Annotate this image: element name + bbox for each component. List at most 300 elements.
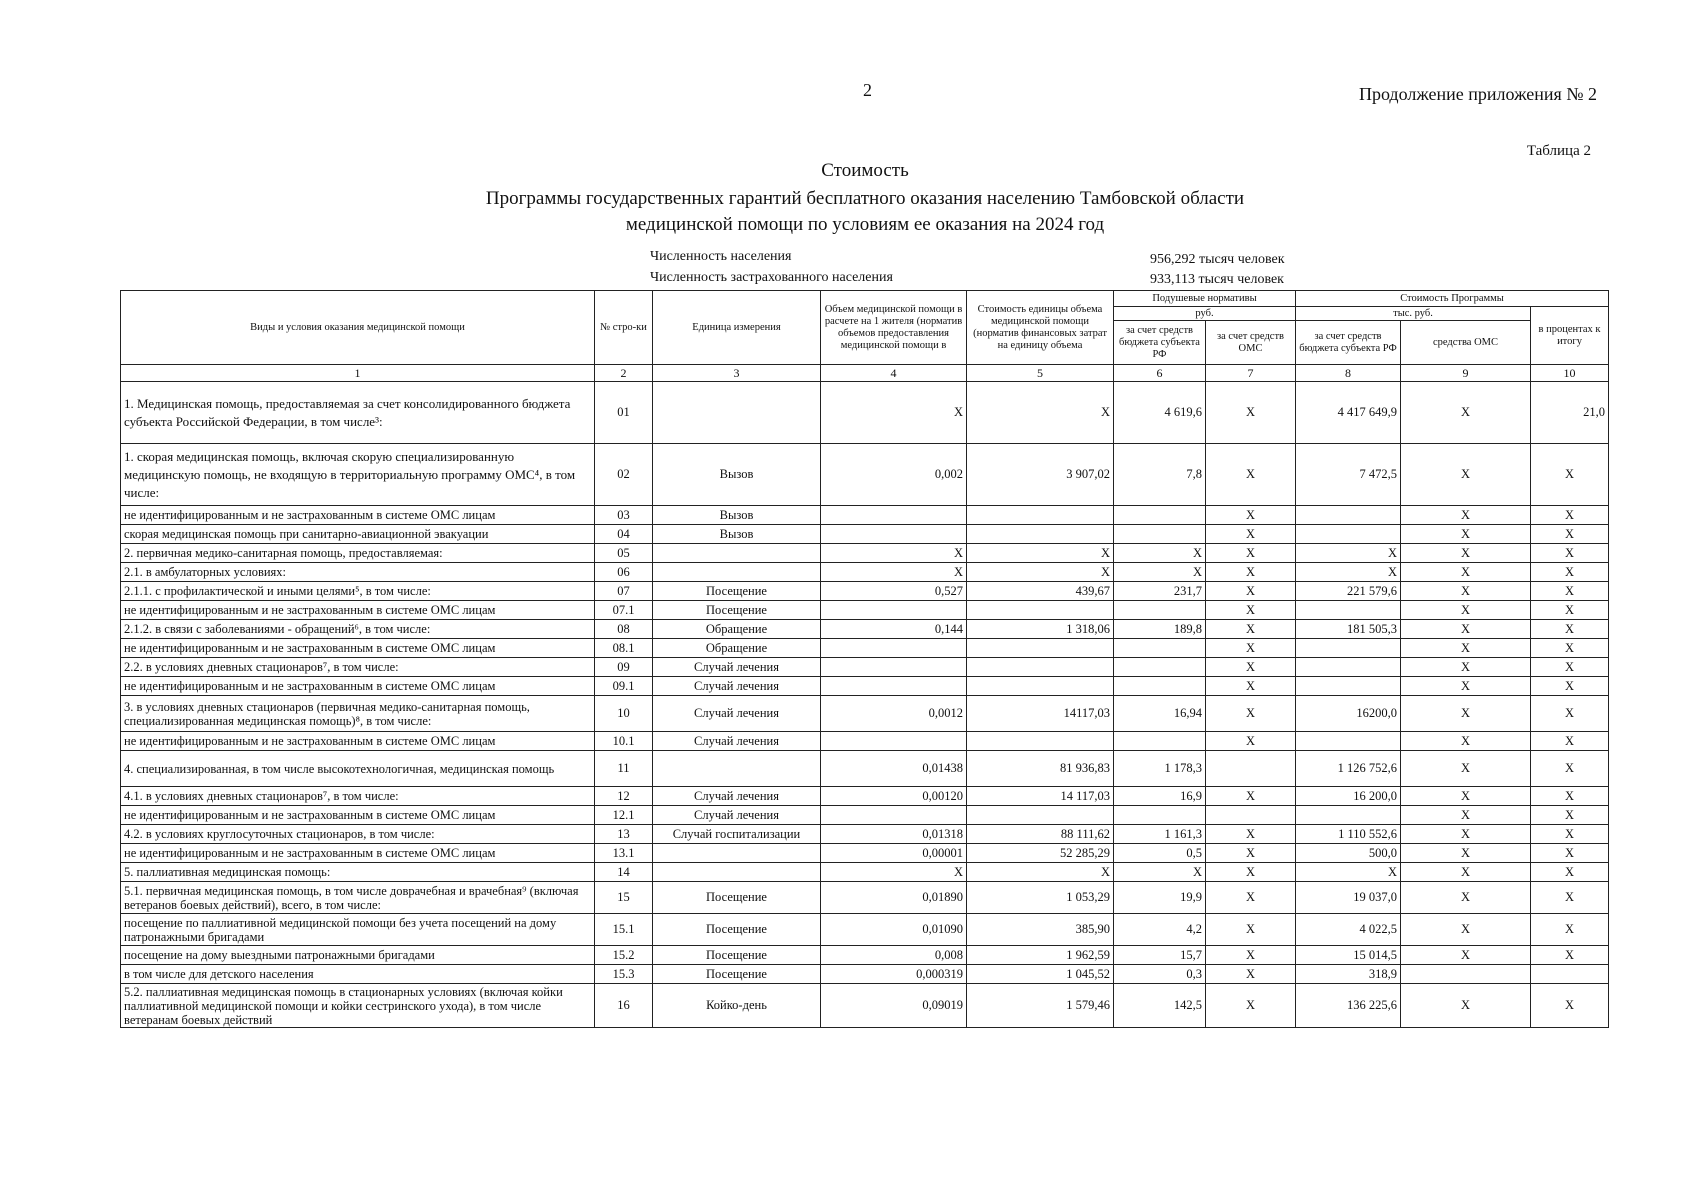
cell-type: 5.2. паллиативная медицинская помощь в стационарных условиях (включая койки паллиативной медицинской помощи и койки сестринского ухода), в том числе ветеранам боевых действий (121, 984, 595, 1028)
cell-type: не идентифицированным и не застрахованным в системе ОМС лицам (121, 601, 595, 620)
cell-volume (821, 806, 967, 825)
cell-cost-unit: Х (967, 563, 1114, 582)
cell-percent: Х (1531, 787, 1609, 806)
cell-percent: Х (1531, 946, 1609, 965)
table-row (121, 984, 1609, 1028)
cell-pc-budget: 1 161,3 (1114, 825, 1206, 844)
cell-type: 4.2. в условиях круглосуточных стационаров, в том числе: (121, 825, 595, 844)
cell-prog-budget (1296, 525, 1401, 544)
cell-pc-oms: Х (1206, 696, 1296, 732)
cell-pc-oms: Х (1206, 506, 1296, 525)
cell-cost-unit: 3 907,02 (967, 444, 1114, 506)
cell-type: 2.2. в условиях дневных стационаров⁷, в том числе: (121, 658, 595, 677)
cell-row-no: 01 (595, 382, 653, 444)
cell-unit: Вызов (653, 444, 821, 506)
cell-cost-unit: 14 117,03 (967, 787, 1114, 806)
cell-volume (821, 639, 967, 658)
cell-prog-oms: Х (1401, 914, 1531, 946)
cell-row-no: 13.1 (595, 844, 653, 863)
cell-prog-oms: Х (1401, 984, 1531, 1028)
cell-percent: Х (1531, 601, 1609, 620)
column-numbers-row (121, 365, 1609, 382)
cell-type: не идентифицированным и не застрахованным в системе ОМС лицам (121, 806, 595, 825)
cell-row-no: 15 (595, 882, 653, 914)
cell-prog-budget (1296, 506, 1401, 525)
header-percent: в процентах к итогу (1531, 307, 1609, 365)
title-line-2: Программы государственных гарантий бесплатного оказания населению Тамбовской области (485, 188, 1245, 209)
cell-prog-oms: Х (1401, 382, 1531, 444)
table-row (121, 825, 1609, 844)
cell-pc-oms: Х (1206, 863, 1296, 882)
cell-type: посещение на дому выездными патронажными бригадами (121, 946, 595, 965)
cell-percent: Х (1531, 751, 1609, 787)
cell-prog-oms: Х (1401, 863, 1531, 882)
cell-prog-oms: Х (1401, 444, 1531, 506)
cell-prog-budget (1296, 677, 1401, 696)
cell-volume: 0,01090 (821, 914, 967, 946)
table-row (121, 382, 1609, 444)
cell-prog-budget: 136 225,6 (1296, 984, 1401, 1028)
cell-type: 2.1. в амбулаторных условиях: (121, 563, 595, 582)
cell-pc-budget: Х (1114, 863, 1206, 882)
header-thous-rub: тыс. руб. (1296, 307, 1531, 321)
cell-pc-budget: 0,5 (1114, 844, 1206, 863)
col-number: 6 (1114, 365, 1206, 382)
col-number: 8 (1296, 365, 1401, 382)
cell-row-no: 10.1 (595, 732, 653, 751)
title-line-3: медицинской помощи по условиям ее оказания на 2024 год (625, 214, 1105, 235)
cell-unit: Посещение (653, 601, 821, 620)
col-number: 1 (121, 365, 595, 382)
cell-prog-budget (1296, 732, 1401, 751)
cell-unit (653, 563, 821, 582)
cell-prog-oms: Х (1401, 544, 1531, 563)
cell-percent: Х (1531, 863, 1609, 882)
cell-volume: Х (821, 382, 967, 444)
cell-pc-oms (1206, 806, 1296, 825)
table-row (121, 844, 1609, 863)
cell-pc-budget (1114, 806, 1206, 825)
cell-volume: Х (821, 863, 967, 882)
cell-cost-unit (967, 525, 1114, 544)
cell-cost-unit (967, 677, 1114, 696)
cell-cost-unit: 1 318,06 (967, 620, 1114, 639)
col-number: 9 (1401, 365, 1531, 382)
cell-prog-budget (1296, 658, 1401, 677)
col-number: 10 (1531, 365, 1609, 382)
cell-type: 2. первичная медико-санитарная помощь, предоставляемая: (121, 544, 595, 563)
table-row (121, 677, 1609, 696)
header-prog-oms: средства ОМС (1401, 321, 1531, 365)
table-row (121, 582, 1609, 601)
cell-pc-oms: Х (1206, 525, 1296, 544)
cell-prog-budget: Х (1296, 563, 1401, 582)
cell-unit: Вызов (653, 525, 821, 544)
table-row (121, 965, 1609, 984)
cell-prog-budget: 1 110 552,6 (1296, 825, 1401, 844)
cell-unit (653, 382, 821, 444)
table-row (121, 639, 1609, 658)
cell-pc-oms: Х (1206, 382, 1296, 444)
cell-prog-budget: 16 200,0 (1296, 787, 1401, 806)
cell-prog-oms: Х (1401, 825, 1531, 844)
header-program-cost: Стоимость Программы (1296, 291, 1609, 307)
cell-prog-oms: Х (1401, 525, 1531, 544)
header-volume: Объем медицинской помощи в расчете на 1 жителя (норматив объемов предоставления медицинской помощи в (821, 291, 967, 365)
cell-unit: Случай лечения (653, 732, 821, 751)
cell-pc-budget: Х (1114, 563, 1206, 582)
table-row (121, 525, 1609, 544)
col-number: 2 (595, 365, 653, 382)
cell-row-no: 09.1 (595, 677, 653, 696)
cell-pc-budget: 142,5 (1114, 984, 1206, 1028)
cell-cost-unit: 385,90 (967, 914, 1114, 946)
cell-prog-oms: Х (1401, 620, 1531, 639)
cell-row-no: 04 (595, 525, 653, 544)
cell-volume: 0,0012 (821, 696, 967, 732)
population-value: 956,292 тысяч человек (1150, 252, 1285, 267)
cell-prog-budget: Х (1296, 863, 1401, 882)
cell-cost-unit (967, 658, 1114, 677)
cell-prog-budget: 16200,0 (1296, 696, 1401, 732)
cell-percent: Х (1531, 914, 1609, 946)
cell-pc-oms: Х (1206, 732, 1296, 751)
table-number: Таблица 2 (1526, 143, 1591, 159)
cell-row-no: 12.1 (595, 806, 653, 825)
cell-prog-budget: 19 037,0 (1296, 882, 1401, 914)
cell-cost-unit: 81 936,83 (967, 751, 1114, 787)
cell-volume: 0,008 (821, 946, 967, 965)
table-row (121, 563, 1609, 582)
cell-row-no: 08 (595, 620, 653, 639)
cell-row-no: 05 (595, 544, 653, 563)
cell-row-no: 09 (595, 658, 653, 677)
table-row (121, 620, 1609, 639)
cell-type: 3. в условиях дневных стационаров (первичная медико-санитарная помощь, специализированная медицинская помощь)⁸, в том числе: (121, 696, 595, 732)
cell-volume (821, 677, 967, 696)
table-row (121, 751, 1609, 787)
cell-unit (653, 751, 821, 787)
cell-cost-unit: 1 962,59 (967, 946, 1114, 965)
cell-pc-budget: 16,9 (1114, 787, 1206, 806)
col-number: 5 (967, 365, 1114, 382)
cell-type: 2.1.1. с профилактической и иными целями⁵, в том числе: (121, 582, 595, 601)
cell-percent: Х (1531, 620, 1609, 639)
cell-pc-budget: 7,8 (1114, 444, 1206, 506)
cell-prog-budget (1296, 806, 1401, 825)
cell-volume: 0,01438 (821, 751, 967, 787)
cell-prog-oms: Х (1401, 506, 1531, 525)
cell-row-no: 07 (595, 582, 653, 601)
cell-pc-budget: 231,7 (1114, 582, 1206, 601)
table-row (121, 732, 1609, 751)
cell-prog-budget: 500,0 (1296, 844, 1401, 863)
cell-row-no: 08.1 (595, 639, 653, 658)
cell-unit: Посещение (653, 914, 821, 946)
cell-percent: Х (1531, 806, 1609, 825)
cell-volume (821, 506, 967, 525)
cell-pc-oms: Х (1206, 677, 1296, 696)
cell-pc-budget (1114, 525, 1206, 544)
header-pc-budget: за счет средств бюджета субъекта РФ (1114, 321, 1206, 365)
cell-pc-oms: Х (1206, 984, 1296, 1028)
cell-row-no: 07.1 (595, 601, 653, 620)
cell-pc-budget (1114, 506, 1206, 525)
cell-unit: Посещение (653, 882, 821, 914)
cell-row-no: 13 (595, 825, 653, 844)
cell-pc-budget: Х (1114, 544, 1206, 563)
cell-prog-oms (1401, 965, 1531, 984)
cell-prog-budget: 181 505,3 (1296, 620, 1401, 639)
header-per-capita: Подушевые нормативы (1114, 291, 1296, 307)
cell-volume (821, 525, 967, 544)
cell-percent: Х (1531, 544, 1609, 563)
cell-cost-unit (967, 506, 1114, 525)
cell-percent: 21,0 (1531, 382, 1609, 444)
cell-volume: Х (821, 544, 967, 563)
cell-prog-oms: Х (1401, 639, 1531, 658)
table-row (121, 544, 1609, 563)
cell-type: 2.1.2. в связи с заболеваниями - обращений⁶, в том числе: (121, 620, 595, 639)
cell-prog-oms: Х (1401, 806, 1531, 825)
cell-percent: Х (1531, 639, 1609, 658)
cell-unit: Случай лечения (653, 696, 821, 732)
cell-unit: Случай лечения (653, 806, 821, 825)
cell-cost-unit: Х (967, 863, 1114, 882)
cell-volume: Х (821, 563, 967, 582)
cell-percent: Х (1531, 506, 1609, 525)
cell-pc-oms (1206, 751, 1296, 787)
cell-unit: Вызов (653, 506, 821, 525)
cell-row-no: 11 (595, 751, 653, 787)
cell-prog-budget: 4 417 649,9 (1296, 382, 1401, 444)
table-row (121, 696, 1609, 732)
cell-percent (1531, 965, 1609, 984)
cell-prog-budget: 15 014,5 (1296, 946, 1401, 965)
cell-cost-unit (967, 601, 1114, 620)
cell-type: 4.1. в условиях дневных стационаров⁷, в том числе: (121, 787, 595, 806)
cell-volume (821, 601, 967, 620)
header-cost-unit: Стоимость единицы объема медицинской помощи (норматив финансовых затрат на единицу объема (967, 291, 1114, 365)
cell-volume (821, 658, 967, 677)
cell-prog-budget: 4 022,5 (1296, 914, 1401, 946)
cell-pc-budget: 19,9 (1114, 882, 1206, 914)
cell-cost-unit: 52 285,29 (967, 844, 1114, 863)
cell-pc-oms: Х (1206, 825, 1296, 844)
header-pc-oms: за счет средств ОМС (1206, 321, 1296, 365)
cell-type: не идентифицированным и не застрахованным в системе ОМС лицам (121, 844, 595, 863)
cell-pc-budget (1114, 677, 1206, 696)
cell-volume: 0,002 (821, 444, 967, 506)
cell-prog-budget: Х (1296, 544, 1401, 563)
cell-pc-budget: 4,2 (1114, 914, 1206, 946)
cell-row-no: 10 (595, 696, 653, 732)
cell-pc-budget (1114, 732, 1206, 751)
cell-prog-oms: Х (1401, 601, 1531, 620)
insured-population-value: 933,113 тысяч человек (1150, 272, 1284, 287)
cell-row-no: 06 (595, 563, 653, 582)
cell-percent: Х (1531, 658, 1609, 677)
cell-unit (653, 544, 821, 563)
cell-percent: Х (1531, 677, 1609, 696)
table-row (121, 506, 1609, 525)
cell-unit: Случай лечения (653, 787, 821, 806)
cell-percent: Х (1531, 844, 1609, 863)
cell-cost-unit: Х (967, 544, 1114, 563)
header-rub: руб. (1114, 307, 1296, 321)
table-row (121, 863, 1609, 882)
cell-prog-budget (1296, 601, 1401, 620)
cell-pc-budget: 0,3 (1114, 965, 1206, 984)
cell-unit: Посещение (653, 582, 821, 601)
cell-prog-oms: Х (1401, 844, 1531, 863)
cell-volume: 0,527 (821, 582, 967, 601)
cell-pc-oms: Х (1206, 844, 1296, 863)
cell-pc-oms: Х (1206, 965, 1296, 984)
cell-prog-oms: Х (1401, 732, 1531, 751)
cell-prog-budget: 7 472,5 (1296, 444, 1401, 506)
cell-unit (653, 844, 821, 863)
cell-pc-oms: Х (1206, 544, 1296, 563)
cell-cost-unit: 439,67 (967, 582, 1114, 601)
cell-percent: Х (1531, 525, 1609, 544)
cell-volume: 0,09019 (821, 984, 967, 1028)
population-label: Численность населения (650, 249, 792, 264)
cell-volume: 0,01890 (821, 882, 967, 914)
cell-pc-oms: Х (1206, 620, 1296, 639)
cell-pc-oms: Х (1206, 882, 1296, 914)
cell-cost-unit: 1 045,52 (967, 965, 1114, 984)
cell-row-no: 03 (595, 506, 653, 525)
cell-prog-oms: Х (1401, 751, 1531, 787)
cell-type: 5. паллиативная медицинская помощь: (121, 863, 595, 882)
cell-prog-oms: Х (1401, 563, 1531, 582)
col-number: 4 (821, 365, 967, 382)
cell-pc-oms: Х (1206, 563, 1296, 582)
cell-percent: Х (1531, 444, 1609, 506)
cell-type: скорая медицинская помощь при санитарно-авиационной эвакуации (121, 525, 595, 544)
cell-pc-budget: 15,7 (1114, 946, 1206, 965)
cell-unit: Случай госпитализации (653, 825, 821, 844)
cell-pc-oms: Х (1206, 946, 1296, 965)
cell-pc-oms: Х (1206, 658, 1296, 677)
table-row (121, 444, 1609, 506)
header-row-no: № стро-ки (595, 291, 653, 365)
cell-type: не идентифицированным и не застрахованным в системе ОМС лицам (121, 639, 595, 658)
cell-type: 1. Медицинская помощь, предоставляемая за счет консолидированного бюджета субъекта Российской Федерации, в том числе³: (121, 382, 595, 444)
cell-row-no: 14 (595, 863, 653, 882)
cell-type: не идентифицированным и не застрахованным в системе ОМС лицам (121, 677, 595, 696)
cell-cost-unit: Х (967, 382, 1114, 444)
col-number: 3 (653, 365, 821, 382)
cell-pc-oms: Х (1206, 787, 1296, 806)
cell-volume: 0,144 (821, 620, 967, 639)
cell-percent: Х (1531, 732, 1609, 751)
cell-unit: Койко-день (653, 984, 821, 1028)
cell-percent: Х (1531, 563, 1609, 582)
header-prog-budget: за счет средств бюджета субъекта РФ (1296, 321, 1401, 365)
page-number: 2 (863, 80, 872, 100)
table-row (121, 806, 1609, 825)
cell-cost-unit (967, 639, 1114, 658)
cell-cost-unit: 1 579,46 (967, 984, 1114, 1028)
cell-row-no: 16 (595, 984, 653, 1028)
cell-unit: Обращение (653, 639, 821, 658)
cell-volume: 0,01318 (821, 825, 967, 844)
cell-prog-oms: Х (1401, 696, 1531, 732)
cell-prog-budget: 1 126 752,6 (1296, 751, 1401, 787)
cell-pc-oms: Х (1206, 601, 1296, 620)
cell-pc-oms: Х (1206, 914, 1296, 946)
table-row (121, 946, 1609, 965)
title-line-1: Стоимость (821, 160, 909, 181)
cell-row-no: 02 (595, 444, 653, 506)
cell-prog-budget (1296, 639, 1401, 658)
cell-percent: Х (1531, 696, 1609, 732)
cell-unit: Посещение (653, 946, 821, 965)
col-number: 7 (1206, 365, 1296, 382)
cell-prog-budget: 318,9 (1296, 965, 1401, 984)
header-type: Виды и условия оказания медицинской помощи (121, 291, 595, 365)
cell-volume: 0,000319 (821, 965, 967, 984)
cell-type: 5.1. первичная медицинская помощь, в том числе доврачебная и врачебная⁹ (включая ветеранов боевых действий), всего, в том числе: (121, 882, 595, 914)
cell-prog-oms: Х (1401, 658, 1531, 677)
cell-pc-oms: Х (1206, 639, 1296, 658)
cost-table (120, 290, 1609, 1028)
cell-prog-budget: 221 579,6 (1296, 582, 1401, 601)
cell-volume: 0,00120 (821, 787, 967, 806)
cell-percent: Х (1531, 984, 1609, 1028)
cell-type: в том числе для детского населения (121, 965, 595, 984)
cell-unit: Случай лечения (653, 677, 821, 696)
cell-prog-oms: Х (1401, 582, 1531, 601)
cell-type: 4. специализированная, в том числе высокотехнологичная, медицинская помощь (121, 751, 595, 787)
table-row (121, 882, 1609, 914)
header-unit: Единица измерения (653, 291, 821, 365)
cell-pc-budget: 16,94 (1114, 696, 1206, 732)
cell-volume (821, 732, 967, 751)
cell-row-no: 12 (595, 787, 653, 806)
cell-percent: Х (1531, 582, 1609, 601)
cell-prog-oms: Х (1401, 787, 1531, 806)
cell-cost-unit (967, 732, 1114, 751)
cell-prog-oms: Х (1401, 882, 1531, 914)
cell-row-no: 15.3 (595, 965, 653, 984)
cell-pc-budget: 1 178,3 (1114, 751, 1206, 787)
cell-row-no: 15.1 (595, 914, 653, 946)
cell-cost-unit: 88 111,62 (967, 825, 1114, 844)
cell-row-no: 15.2 (595, 946, 653, 965)
table-row (121, 601, 1609, 620)
cell-unit: Обращение (653, 620, 821, 639)
cell-pc-budget (1114, 639, 1206, 658)
cell-pc-oms: Х (1206, 444, 1296, 506)
insured-population-label: Численность застрахованного населения (650, 270, 893, 285)
cell-cost-unit: 1 053,29 (967, 882, 1114, 914)
cell-cost-unit (967, 806, 1114, 825)
continuation-note: Продолжение приложения № 2 (1358, 84, 1597, 104)
cell-percent: Х (1531, 825, 1609, 844)
cell-pc-budget (1114, 658, 1206, 677)
cell-unit (653, 863, 821, 882)
cell-pc-budget: 4 619,6 (1114, 382, 1206, 444)
cell-type: посещение по паллиативной медицинской помощи без учета посещений на дому патронажными бригадами (121, 914, 595, 946)
cell-pc-budget (1114, 601, 1206, 620)
cell-prog-oms: Х (1401, 946, 1531, 965)
cell-volume: 0,00001 (821, 844, 967, 863)
cell-unit: Случай лечения (653, 658, 821, 677)
cell-pc-oms: Х (1206, 582, 1296, 601)
